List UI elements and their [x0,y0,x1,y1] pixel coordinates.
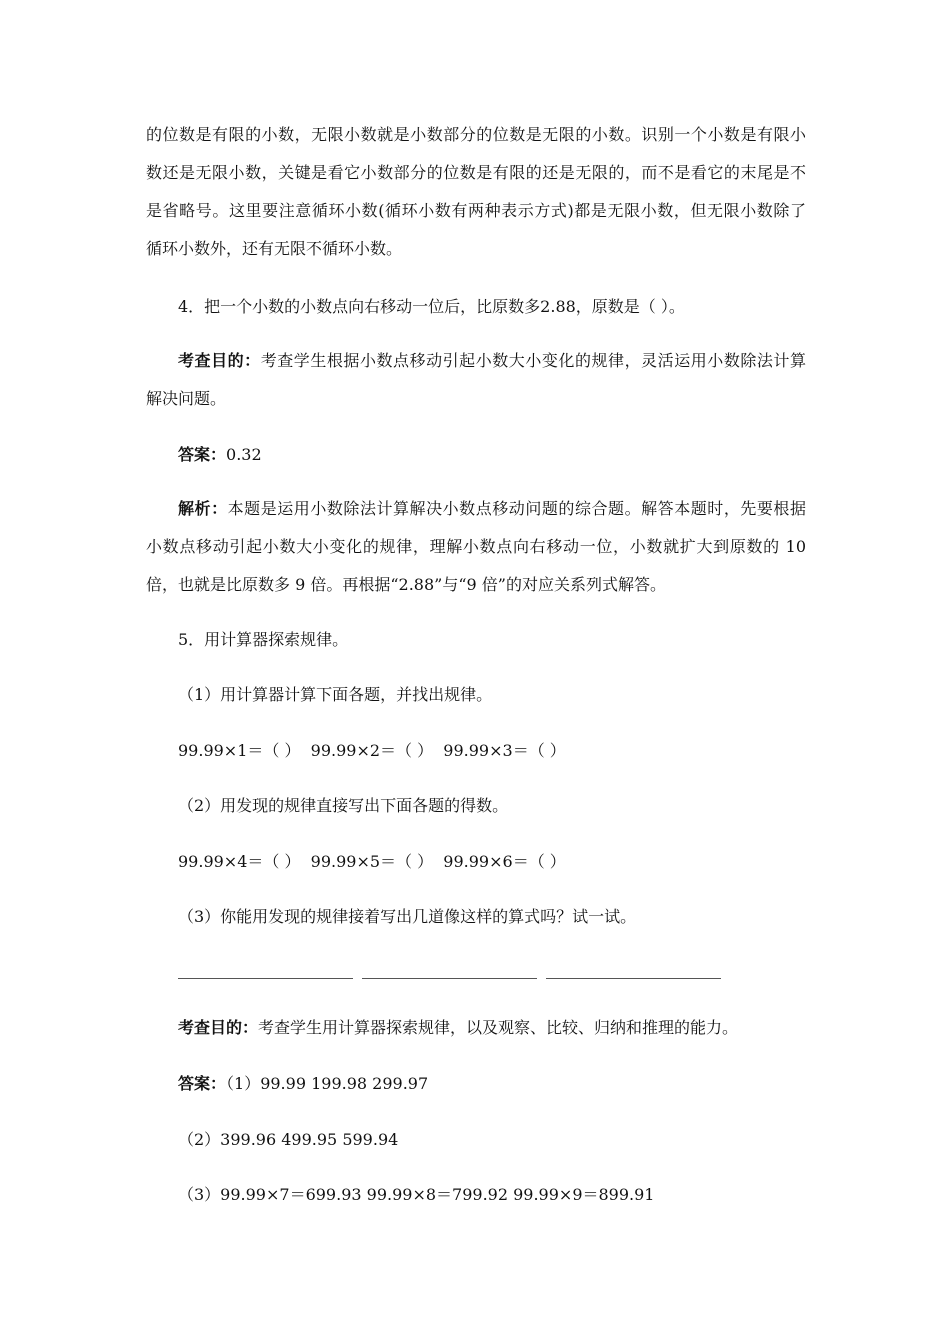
q5-answer-label: 答案： [178,1074,227,1093]
q5-answer-3: （3）99.99×7＝699.93 99.99×8＝799.92 99.99×9＝899.91 [178,1185,655,1204]
q4-answer [178,445,262,465]
intro-line-2: 数还是无限小数，关键是看它小数部分的位数是有限的还是无限的，而不是看它的末尾是不 [146,163,806,182]
q4-purpose-text: 考查学生根据小数点移动引起小数大小变化的规律，灵活运用小数除法计算 [260,351,806,370]
q4-answer-label: 答案： [178,445,227,464]
q4-question: 4．把一个小数的小数点向右移动一位后，比原数多2.88，原数是（ ）。 [178,297,685,316]
q5-answer-1: （1）99.99 199.98 299.97 [226,1074,429,1093]
intro-line-4: 循环小数外，还有无限不循环小数。 [146,239,403,258]
q4-purpose-label: 考查目的： [178,351,261,370]
q4-analysis-text: 本题是运用小数除法计算解决小数点移动问题的综合题。解答本题时，先要根据 [227,499,806,518]
answer-blank-2 [362,978,537,979]
q5-part-2: （2）用发现的规律直接写出下面各题的得数。 [178,796,509,815]
q5-answer [178,1074,428,1094]
q5-purpose-text: 考查学生用计算器探索规律，以及观察、比较、归纳和推理的能力。 [258,1018,739,1037]
q4-purpose-line-1 [178,351,806,371]
q4-purpose-line-2: 解决问题。 [146,389,227,408]
answer-blank-1 [178,978,353,979]
q5-part-3: （3）你能用发现的规律接着写出几道像这样的算式吗？试一试。 [178,907,637,926]
intro-line-3: 是省略号。这里要注意循环小数(循环小数有两种表示方式)都是无限小数，但无限小数除了 [146,201,806,220]
q5-equations-row-2: 99.99×4＝（ ） 99.99×5＝（ ） 99.99×6＝（ ） [178,852,566,871]
q4-analysis-line-2: 小数点移动引起小数大小变化的规律，理解小数点向右移动一位，小数就扩大到原数的 10 [146,537,806,556]
q5-equations-row-1: 99.99×1＝（ ） 99.99×2＝（ ） 99.99×3＝（ ） [178,741,566,760]
q4-answer-value: 0.32 [226,445,262,464]
q4-analysis-line-1 [178,499,806,519]
q5-question: 5．用计算器探索规律。 [178,630,349,649]
answer-blank-3 [546,978,721,979]
intro-line-1: 的位数是有限的小数，无限小数就是小数部分的位数是无限的小数。识别一个小数是有限小 [146,125,806,144]
q4-analysis-label: 解析： [178,499,228,518]
q5-purpose [178,1018,738,1038]
q4-analysis-line-3: 倍，也就是比原数多 9 倍。再根据“2.88”与“9 倍”的对应关系列式解答。 [146,575,666,594]
q5-answer-2: （2）399.96 499.95 599.94 [178,1130,399,1149]
q5-purpose-label: 考查目的： [178,1018,259,1037]
q5-part-1: （1）用计算器计算下面各题，并找出规律。 [178,685,493,704]
